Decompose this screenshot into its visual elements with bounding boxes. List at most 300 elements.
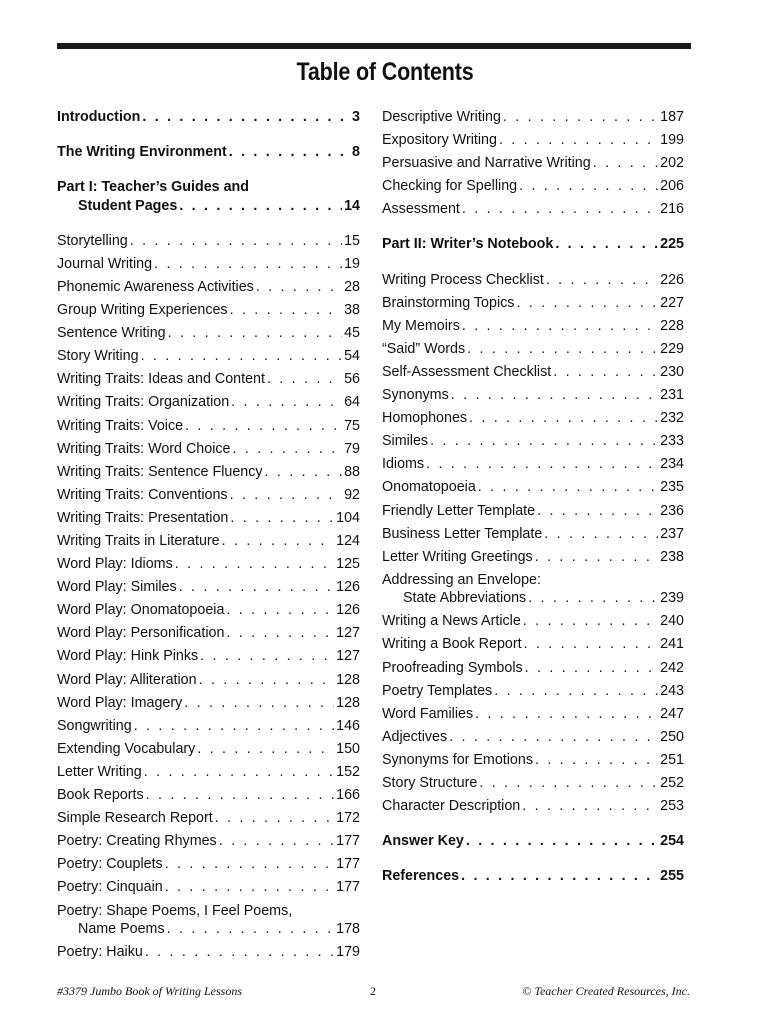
- toc-entry-label: Writing a Book Report: [382, 636, 522, 653]
- toc-entry-line: [57, 855, 360, 874]
- dot-leader: [426, 455, 658, 474]
- dot-leader: [535, 751, 658, 770]
- toc-entry: [382, 797, 684, 816]
- dot-leader: [451, 386, 658, 405]
- toc-entry-line: [57, 532, 360, 551]
- toc-entry: [382, 432, 684, 451]
- toc-entry-line: [382, 548, 684, 567]
- toc-entry-label: Letter Writing: [57, 763, 142, 780]
- toc-entry: [382, 571, 684, 608]
- toc-entry-page: 234: [660, 456, 684, 473]
- dot-leader: [165, 855, 334, 874]
- dot-leader: [197, 740, 334, 759]
- toc-entry-label: Self-Assessment Checklist: [382, 363, 552, 380]
- toc-entry-page: 104: [336, 509, 360, 526]
- toc-entry-line: [57, 324, 360, 343]
- dot-leader: [232, 440, 342, 459]
- toc-entry-label: Word Families: [382, 705, 474, 722]
- toc-entry: [57, 509, 360, 528]
- dot-leader: [145, 943, 334, 962]
- toc-entry-page: 177: [336, 833, 360, 850]
- toc-entry-label: Homophones: [382, 410, 468, 427]
- section-gap: [382, 855, 684, 867]
- dot-leader: [555, 235, 658, 254]
- toc-entry-label: Writing Traits: Presentation: [57, 509, 229, 526]
- toc-entry: [57, 347, 360, 366]
- toc-entry-page: 19: [344, 255, 360, 272]
- toc-entry-label: Business Letter Template: [382, 525, 543, 542]
- toc-entry-line: [382, 705, 684, 724]
- toc-entry: [57, 440, 360, 459]
- toc-entry-label: The Writing Environment: [57, 144, 227, 161]
- toc-entry-label: Descriptive Writing: [382, 109, 501, 125]
- toc-entry: [57, 647, 360, 666]
- toc-entry-line: [57, 809, 360, 828]
- toc-entry: [57, 832, 360, 851]
- dot-leader: [535, 548, 658, 567]
- dot-leader: [467, 340, 658, 359]
- dot-leader: [462, 317, 658, 336]
- toc-entry-label: Poetry Templates: [382, 682, 493, 699]
- dot-leader: [226, 601, 334, 620]
- toc-entry: [382, 154, 684, 173]
- toc-entry-page: 178: [336, 921, 360, 937]
- toc-entry: [57, 671, 360, 690]
- dot-leader: [430, 432, 658, 451]
- dot-leader: [462, 200, 658, 219]
- toc-entry: [382, 108, 684, 127]
- toc-entry-label: Group Writing Experiences: [57, 302, 228, 319]
- toc-entry: [382, 525, 684, 544]
- toc-entry: [382, 867, 684, 886]
- toc-entry-label: Proofreading Symbols: [382, 659, 523, 676]
- dot-leader: [593, 154, 658, 173]
- toc-entry: [382, 386, 684, 405]
- section-gap: [57, 131, 360, 143]
- toc-entry-continued-label: State Abbreviations: [403, 590, 527, 607]
- toc-entry-line: [382, 154, 684, 173]
- dot-leader: [226, 624, 334, 643]
- toc-entry: [57, 370, 360, 389]
- toc-entry-line: [57, 624, 360, 643]
- toc-entry-line: [57, 486, 360, 505]
- toc-entry-page: 150: [336, 740, 360, 757]
- toc-entry-page: 64: [344, 394, 360, 411]
- toc-entry: [57, 255, 360, 274]
- toc-entry-page: 56: [344, 371, 360, 388]
- dot-leader: [168, 324, 342, 343]
- toc-entry: [57, 555, 360, 574]
- toc-entry-line: [57, 717, 360, 736]
- toc-entry: [57, 417, 360, 436]
- dot-leader: [544, 525, 658, 544]
- toc-entry-label: Storytelling: [57, 232, 128, 249]
- dot-leader: [265, 463, 343, 482]
- toc-entry-label: Word Play: Similes: [57, 579, 177, 596]
- section-gap: [382, 259, 684, 271]
- footer-book-title: #3379 Jumbo Book of Writing Lessons: [57, 984, 242, 998]
- toc-entry-page: 206: [660, 178, 684, 195]
- dot-leader: [215, 809, 334, 828]
- toc-entry-line: [57, 740, 360, 759]
- toc-entry-page: 230: [660, 363, 684, 380]
- toc-entry-page: 231: [660, 387, 684, 404]
- toc-entry-label: Synonyms for Emotions: [382, 751, 533, 768]
- toc-entry: [57, 943, 360, 962]
- toc-entry-page: 247: [660, 705, 684, 722]
- toc-entry-label: Simple Research Report: [57, 810, 213, 827]
- dot-leader: [179, 197, 342, 216]
- toc-entry-label: Writing Traits: Sentence Fluency: [57, 463, 263, 480]
- toc-entry-line: [382, 317, 684, 336]
- toc-entry: [382, 751, 684, 770]
- toc-entry-page: 14: [344, 197, 360, 214]
- toc-entry-label: Writing Traits: Ideas and Content: [57, 371, 265, 388]
- dot-leader: [469, 409, 658, 428]
- toc-entry-page: 237: [660, 525, 684, 542]
- toc-entry-line: [57, 393, 360, 412]
- dot-leader: [144, 763, 334, 782]
- toc-entry: [382, 131, 684, 150]
- toc-entry-line: [57, 232, 360, 251]
- dot-leader: [184, 694, 334, 713]
- toc-entry-page: 236: [660, 502, 684, 519]
- toc-entry-label: Book Reports: [57, 787, 144, 804]
- toc-entry-label: Friendly Letter Template: [382, 502, 536, 519]
- toc-entry-line: [382, 340, 684, 359]
- footer-page-number: 2: [370, 984, 376, 998]
- toc-entry-label: Word Play: Alliteration: [57, 671, 197, 688]
- toc-entry-page: 254: [660, 833, 684, 850]
- toc-entry: [382, 409, 684, 428]
- dot-leader: [499, 131, 658, 150]
- toc-entry: [382, 832, 684, 851]
- toc-entry-line: [57, 578, 360, 597]
- toc-entry-label: Poetry: Couplets: [57, 856, 163, 873]
- toc-entry: [57, 902, 360, 939]
- toc-entry-page: 238: [660, 548, 684, 565]
- toc-entry-label: Sentence Writing: [57, 325, 166, 342]
- toc-entry: [382, 363, 684, 382]
- dot-leader: [466, 832, 658, 851]
- toc-entry: [57, 694, 360, 713]
- toc-entry-label: Writing Traits in Literature: [57, 533, 220, 549]
- toc-entry: [382, 705, 684, 724]
- toc-entry-line: [382, 728, 684, 747]
- dot-leader: [141, 347, 343, 366]
- toc-entry: [57, 178, 360, 215]
- toc-entry-label: Answer Key: [382, 833, 464, 850]
- toc-entry-line: [382, 774, 684, 793]
- toc-entry-label: Character Description: [382, 798, 521, 815]
- dot-leader: [256, 278, 342, 297]
- toc-entry-line: [57, 278, 360, 297]
- toc-entry-label: Poetry: Creating Rhymes: [57, 833, 217, 850]
- toc-entry-label: Checking for Spelling: [382, 178, 518, 195]
- toc-entry-page: 125: [336, 556, 360, 573]
- toc-entry-line: [382, 432, 684, 451]
- toc-entry-label: Word Play: Imagery: [57, 694, 183, 711]
- toc-entry-page: 216: [660, 201, 684, 218]
- toc-entry-label: Adjectives: [382, 728, 448, 745]
- toc-entry: [382, 455, 684, 474]
- toc-entry-line: [57, 108, 360, 127]
- toc-entry: [382, 659, 684, 678]
- dot-leader: [167, 920, 335, 939]
- toc-entry-label: Word Play: Hink Pinks: [57, 648, 199, 665]
- dot-leader: [449, 728, 658, 747]
- toc-entry-page: 227: [660, 294, 684, 311]
- dot-leader: [175, 555, 334, 574]
- toc-entry-page: 187: [660, 109, 684, 125]
- toc-entry-page: 225: [660, 236, 684, 253]
- toc-entry-page: 226: [660, 271, 684, 288]
- toc-entry-page: 241: [660, 636, 684, 653]
- dot-leader: [185, 417, 342, 436]
- toc-entry-line: [382, 363, 684, 382]
- toc-entry-page: 202: [660, 155, 684, 172]
- dot-leader: [478, 478, 658, 497]
- toc-entry-page: 128: [336, 671, 360, 688]
- dot-leader: [267, 370, 342, 389]
- toc-entry: [382, 478, 684, 497]
- toc-entry-label: Writing a News Article: [382, 613, 521, 630]
- toc-entry: [57, 324, 360, 343]
- toc-entry-label: Word Play: Idioms: [57, 556, 173, 573]
- toc-entry-label: Similes: [382, 433, 429, 450]
- toc-entry: [57, 786, 360, 805]
- toc-entry-label: Synonyms: [382, 387, 449, 404]
- dot-leader: [222, 532, 335, 551]
- toc-entry-line: [382, 478, 684, 497]
- toc-right-column: [382, 108, 684, 890]
- toc-entry-page: 179: [336, 944, 360, 961]
- toc-entry: [57, 232, 360, 251]
- toc-entry-line: [57, 920, 360, 939]
- header-rule: [57, 43, 691, 49]
- toc-entry-line: [382, 294, 684, 313]
- toc-entry-page: 172: [336, 810, 360, 827]
- toc-entry: [57, 278, 360, 297]
- toc-entry-label: Expository Writing: [382, 132, 497, 149]
- toc-entry-page: 128: [336, 694, 360, 711]
- toc-entry: [382, 728, 684, 747]
- dot-leader: [231, 393, 342, 412]
- toc-entry-label: Story Structure: [382, 775, 478, 792]
- toc-entry-line: [382, 271, 684, 290]
- toc-entry-page: 199: [660, 132, 684, 149]
- toc-entry: [382, 200, 684, 219]
- toc-entry-line: [382, 409, 684, 428]
- toc-entry-line: [382, 659, 684, 678]
- toc-entry-label: Addressing an Envelope:: [382, 571, 541, 588]
- toc-entry-label: Poetry: Cinquain: [57, 879, 163, 896]
- toc-entry: [57, 108, 360, 127]
- toc-entry-label: Songwriting: [57, 717, 132, 734]
- toc-entry: [382, 635, 684, 654]
- toc-entry-line: [382, 682, 684, 701]
- toc-entry-line: [382, 235, 684, 254]
- section-gap: [57, 166, 360, 178]
- toc-entry-page: 177: [336, 879, 360, 896]
- toc-entry-line: [57, 301, 360, 320]
- toc-entry: [382, 774, 684, 793]
- toc-entry-page: 228: [660, 317, 684, 334]
- toc-entry-line: [382, 589, 684, 608]
- toc-entry-page: 79: [344, 440, 360, 457]
- dot-leader: [553, 363, 658, 382]
- toc-entry-line: [57, 463, 360, 482]
- toc-entry-label: My Memoirs: [382, 317, 460, 334]
- dot-leader: [142, 108, 350, 127]
- dot-leader: [524, 635, 659, 654]
- toc-entry-page: 15: [344, 232, 360, 249]
- toc-entry-line: [57, 370, 360, 389]
- toc-entry-page: 3: [352, 109, 360, 125]
- dot-leader: [516, 294, 658, 313]
- toc-entry-page: 124: [336, 533, 360, 549]
- toc-entry-line: [57, 555, 360, 574]
- section-gap: [382, 820, 684, 832]
- toc-entry-line: [382, 867, 684, 886]
- toc-entry: [382, 502, 684, 521]
- toc-entry-page: 166: [336, 787, 360, 804]
- toc-entry-label: Phonemic Awareness Activities: [57, 278, 254, 295]
- toc-entry: [57, 578, 360, 597]
- dot-leader: [546, 271, 658, 290]
- dot-leader: [179, 578, 334, 597]
- toc-entry: [382, 271, 684, 290]
- toc-entry-page: 243: [660, 682, 684, 699]
- toc-entry-page: 126: [336, 602, 360, 619]
- dot-leader: [525, 659, 658, 678]
- toc-entry-line: [382, 200, 684, 219]
- toc-entry: [382, 612, 684, 631]
- toc-entry-page: 38: [344, 302, 360, 319]
- toc-entry-line: [382, 502, 684, 521]
- toc-entry-line: [57, 255, 360, 274]
- toc-entry-line: [382, 751, 684, 770]
- toc-entry-line: [57, 786, 360, 805]
- toc-entry-page: 8: [352, 144, 360, 161]
- toc-entry-line: [382, 832, 684, 851]
- dot-leader: [519, 177, 658, 196]
- toc-entry: [382, 317, 684, 336]
- toc-entry-label: “Said” Words: [382, 340, 466, 357]
- dot-leader: [230, 509, 334, 528]
- toc-entry-line: [57, 197, 360, 216]
- toc-entry-line: [57, 671, 360, 690]
- toc-entry-label: Writing Traits: Word Choice: [57, 440, 231, 457]
- dot-leader: [229, 143, 350, 162]
- toc-entry-line: [57, 440, 360, 459]
- toc-entry-line: [382, 635, 684, 654]
- toc-entry-page: 240: [660, 613, 684, 630]
- toc-entry: [57, 301, 360, 320]
- toc-entry: [382, 682, 684, 701]
- toc-entry-page: 92: [344, 486, 360, 503]
- toc-entry-continued-label: Student Pages: [78, 197, 178, 214]
- toc-entry-page: 127: [336, 648, 360, 665]
- toc-entry: [57, 717, 360, 736]
- toc-entry-label: Journal Writing: [57, 255, 153, 272]
- toc-entry: [57, 143, 360, 162]
- toc-entry-page: 88: [344, 463, 360, 480]
- toc-entry-label: Extending Vocabulary: [57, 740, 196, 757]
- section-gap: [57, 220, 360, 232]
- toc-entry: [57, 878, 360, 897]
- toc-entry-label: Part I: Teacher’s Guides and: [57, 179, 250, 196]
- toc-entry-line: [57, 694, 360, 713]
- dot-leader: [199, 671, 335, 690]
- toc-entry-line: [57, 417, 360, 436]
- toc-entry: [382, 548, 684, 567]
- toc-entry: [57, 486, 360, 505]
- dot-leader: [165, 878, 334, 897]
- toc-entry-line: [382, 797, 684, 816]
- toc-entry-page: 54: [344, 348, 360, 365]
- toc-entry-label: Poetry: Shape Poems, I Feel Poems,: [57, 902, 293, 919]
- toc-entry-label: Writing Traits: Conventions: [57, 486, 228, 503]
- dot-leader: [528, 589, 658, 608]
- toc-entry-label: Story Writing: [57, 348, 139, 365]
- toc-entry: [57, 601, 360, 620]
- toc-entry-page: 232: [660, 410, 684, 427]
- toc-entry-label: Word Play: Onomatopoeia: [57, 602, 225, 619]
- toc-entry-line: [57, 943, 360, 962]
- toc-entry-page: 255: [660, 868, 684, 885]
- toc-entry-line: [57, 832, 360, 851]
- toc-entry: [382, 294, 684, 313]
- toc-entry-page: 251: [660, 751, 684, 768]
- toc-entry-page: 233: [660, 433, 684, 450]
- dot-leader: [134, 717, 334, 736]
- toc-entry-page: 146: [336, 717, 360, 734]
- toc-entry-page: 75: [344, 417, 360, 434]
- toc-entry-page: 152: [336, 763, 360, 780]
- toc-entry-page: 253: [660, 798, 684, 815]
- toc-entry-label: Assessment: [382, 201, 460, 218]
- toc-entry-continued-label: Name Poems: [78, 921, 165, 937]
- dot-leader: [461, 867, 658, 886]
- toc-entry-label: Idioms: [382, 456, 425, 473]
- toc-entry-line: [57, 143, 360, 162]
- toc-entry-label: Writing Traits: Voice: [57, 417, 184, 434]
- dot-leader: [230, 486, 343, 505]
- toc-entry-label: Letter Writing Greetings: [382, 548, 533, 565]
- toc-entry-line: [57, 878, 360, 897]
- dot-leader: [146, 786, 335, 805]
- section-gap: [382, 223, 684, 235]
- dot-leader: [475, 705, 658, 724]
- toc-entry: [57, 763, 360, 782]
- toc-entry-label: Part II: Writer’s Notebook: [382, 236, 554, 253]
- toc-entry-line: [57, 347, 360, 366]
- toc-entry-line: [57, 763, 360, 782]
- toc-entry-label: Writing Traits: Organization: [57, 394, 230, 411]
- toc-entry-line: [382, 131, 684, 150]
- dot-leader: [200, 647, 334, 666]
- toc-entry-page: 252: [660, 775, 684, 792]
- dot-leader: [130, 232, 342, 251]
- toc-entry-label: Word Play: Personification: [57, 625, 225, 642]
- dot-leader: [537, 502, 658, 521]
- toc-entry-label: Writing Process Checklist: [382, 271, 544, 288]
- toc-entry-line: [57, 647, 360, 666]
- toc-entry: [57, 463, 360, 482]
- toc-entry-label: References: [382, 868, 460, 885]
- dot-leader: [154, 255, 342, 274]
